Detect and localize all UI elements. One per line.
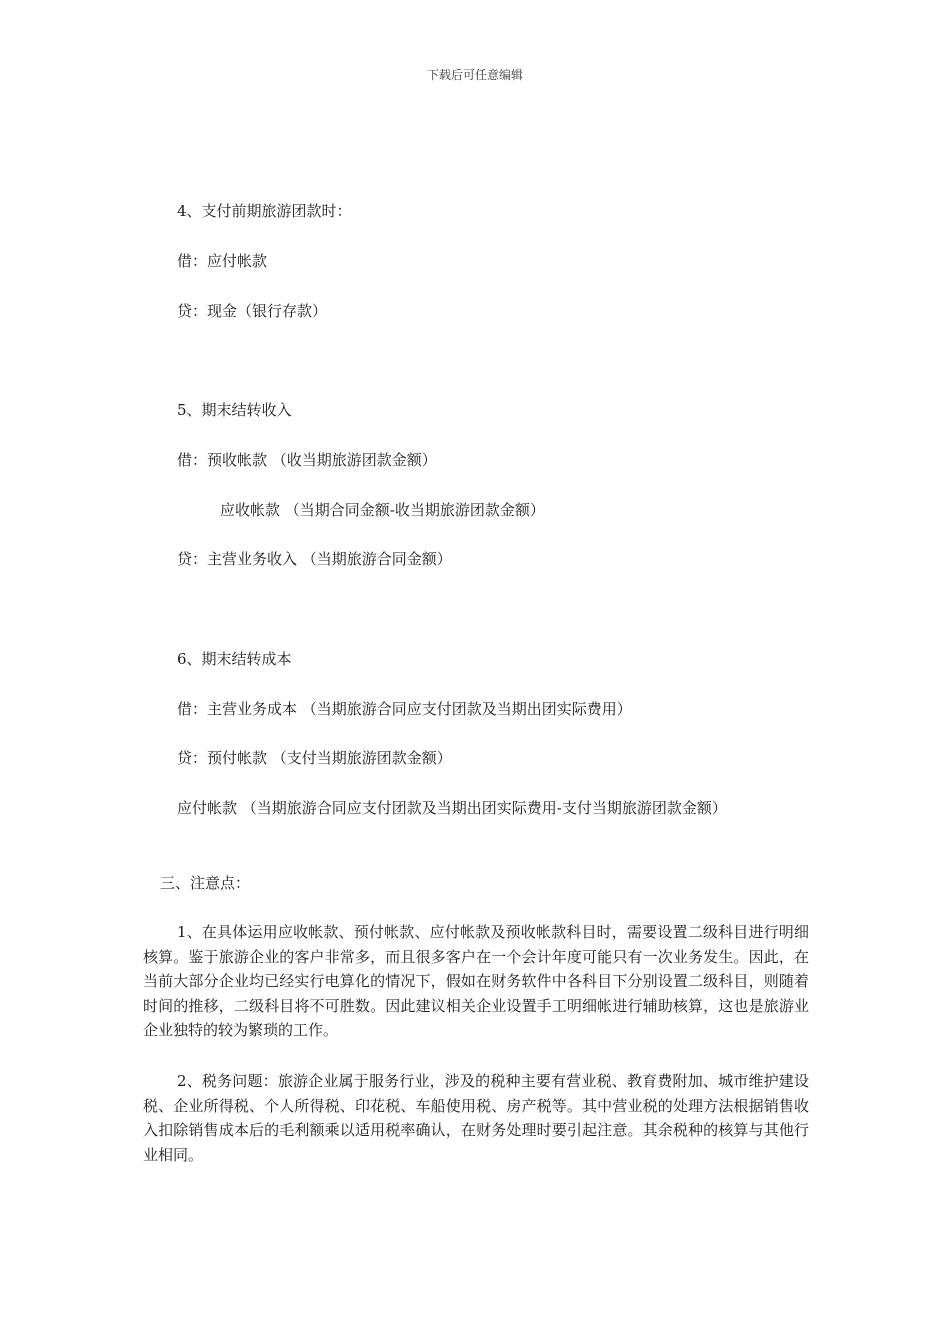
notes-paragraph-1: 1、在具体运用应收帐款、预付帐款、应付帐款及预收帐款科目时，需要设置二级科目进行明细核算。鉴于旅游企业的客户非常多，而且很多客户在一个会计年度可能只有一次业务发生。因此，在当前大部分企业均已经实行电算化的情况下，假如在财务软件中各科目下分别设置二级科目，则随着时间的推移，二级科目将不可胜数。因此建议相关企业设置手工明细帐进行辅助核算，这也是旅游业企业独特的较为繁琐的工作。 <box>143 923 809 1040</box>
section-5-debit: 借：预收帐款 （收当期旅游团款金额） <box>177 451 437 469</box>
section-4-credit: 贷：现金（银行存款） <box>177 302 328 320</box>
section-6-title: 6、期末结转成本 <box>177 650 292 668</box>
section-5-credit: 贷：主营业务收入 （当期旅游合同金额） <box>177 550 452 568</box>
section-6-credit: 贷：预付帐款 （支付当期旅游团款金额） <box>177 749 452 767</box>
notes-paragraph-2: 2、税务问题：旅游企业属于服务行业，涉及的税种主要有营业税、教育费附加、城市维护建设税、企业所得税、个人所得税、印花税、车船使用税、房产税等。其中营业税的处理方法根据销售收入扣除销售成本后的毛利额乘以适用税率确认，在财务处理时要引起注意。其余税种的核算与其他行业相同。 <box>143 1072 809 1164</box>
notes-heading: 三、注意点： <box>160 874 251 892</box>
page-header: 下载后可任意编辑 <box>426 68 523 82</box>
section-6-credit-2: 应付帐款 （当期旅游合同应支付团款及当期出团实际费用-支付当期旅游团款金额） <box>177 799 727 817</box>
section-4-title: 4、支付前期旅游团款时： <box>177 202 352 220</box>
section-5-debit-2: 应收帐款 （当期合同金额-收当期旅游团款金额） <box>220 501 545 519</box>
section-5-title: 5、期末结转收入 <box>177 401 292 419</box>
section-6-debit: 借：主营业务成本 （当期旅游合同应支付团款及当期出团实际费用） <box>177 700 632 718</box>
section-4-debit: 借：应付帐款 <box>177 252 268 270</box>
